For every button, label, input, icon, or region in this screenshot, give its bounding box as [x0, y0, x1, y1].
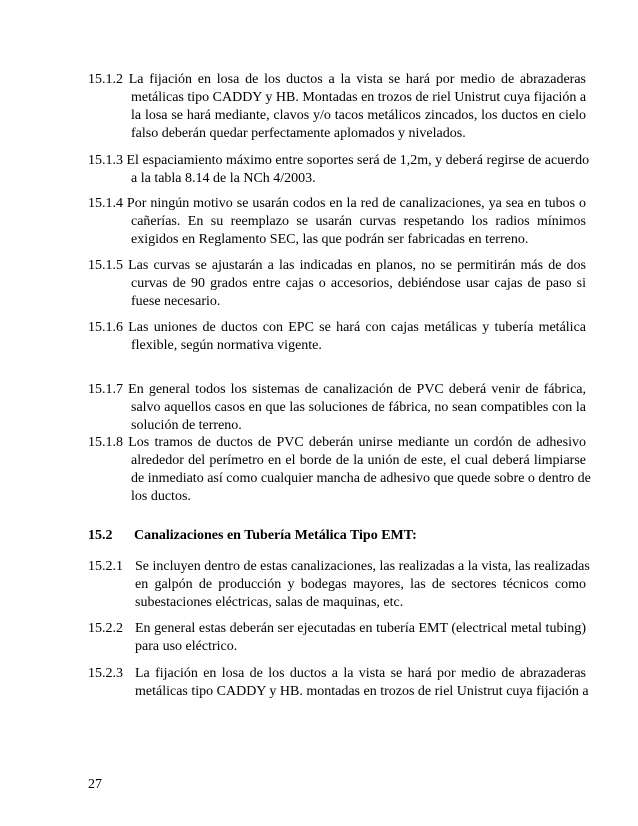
item-continuation-line: para uso eléctrico. [135, 639, 238, 654]
item-first-line: 15.1.4 Por ningún motivo se usarán codos en la red de canalizaciones, ya sea en tubos o [88, 196, 586, 211]
item-continuation-line: los ductos. [131, 489, 191, 504]
item-number: 15.2.1 [88, 559, 123, 574]
item-first-line: En general estas deberán ser ejecutadas en tubería EMT (electrical metal tubing) [135, 621, 586, 636]
item-continuation-line: fuese necesario. [131, 294, 221, 309]
item-continuation-line: de inmediato así como cualquier mancha de adhesivo que quede sobre o dentro de [131, 471, 591, 486]
item-first-line: 15.1.2 La fijación en losa de los ductos a la vista se hará por medio de abrazaderas [88, 72, 586, 87]
item-continuation-line: en galpón de producción y bodegas mayores, las de sectores técnicos como [135, 577, 586, 592]
section-title: Canalizaciones en Tubería Metálica Tipo EMT: [134, 528, 417, 543]
item-number: 15.2.3 [88, 666, 123, 681]
item-continuation-line: a la tabla 8.14 de la NCh 4/2003. [131, 171, 316, 186]
section-number: 15.2 [88, 528, 113, 543]
item-continuation-line: alrededor del perímetro en el borde de la unión de este, el cual deberá limpiarse [131, 453, 586, 468]
page-number: 27 [88, 777, 102, 792]
item-continuation-line: metálicas tipo CADDY y HB. Montadas en trozos de riel Unistrut cuya fijación a [131, 90, 587, 105]
item-first-line: 15.1.6 Las uniones de ductos con EPC se hará con cajas metálicas y tubería metálica [88, 320, 586, 335]
item-first-line: Se incluyen dentro de estas canalizaciones, las realizadas a la vista, las realizadas [135, 559, 590, 574]
item-first-line: 15.1.7 En general todos los sistemas de canalización de PVC deberá venir de fábrica, [88, 382, 586, 397]
item-continuation-line: exigidos en Reglamento SEC, las que podrán ser fabricadas en terreno. [131, 232, 529, 247]
item-first-line: 15.1.3 El espaciamiento máximo entre soportes será de 1,2m, y deberá regirse de acuerdo [88, 153, 590, 168]
item-continuation-line: salvo aquellos casos en que las soluciones de fábrica, no sean compatibles con la [131, 400, 586, 415]
item-continuation-line: curvas de 90 grados entre cajas o accesorios, debiéndose usar cajas de paso si [131, 276, 586, 291]
item-continuation-line: falso deberán quedar perfectamente aplomados y nivelados. [131, 126, 466, 141]
item-number: 15.2.2 [88, 621, 123, 636]
item-continuation-line: flexible, según normativa vigente. [131, 338, 322, 353]
item-first-line: La fijación en losa de los ductos a la vista se hará por medio de abrazaderas [135, 666, 586, 681]
item-first-line: 15.1.8 Los tramos de ductos de PVC deberán unirse mediante un cordón de adhesivo [88, 435, 586, 450]
item-continuation-line: solución de terreno. [131, 418, 242, 433]
item-continuation-line: cañerías. En su reemplazo se usarán curvas respetando los radios mínimos [131, 214, 586, 229]
item-first-line: 15.1.5 Las curvas se ajustarán a las indicadas en planos, no se permitirán más de dos [88, 258, 586, 273]
item-continuation-line: metálicas tipo CADDY y HB. montadas en trozos de riel Unistrut cuya fijación a [135, 684, 589, 699]
item-continuation-line: subestaciones eléctricas, salas de maquinas, etc. [135, 595, 404, 610]
item-continuation-line: la losa se hará mediante, clavos y/o tacos metálicos zincados, los ductos en cielo [131, 108, 586, 123]
